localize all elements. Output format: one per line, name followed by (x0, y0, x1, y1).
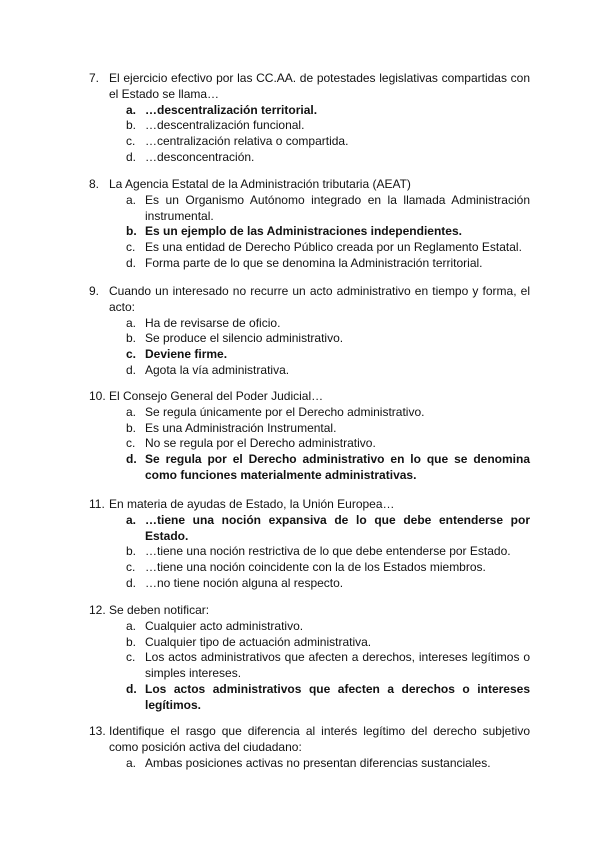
option-text: Cualquier acto administrativo. (145, 618, 304, 633)
question-10 (89, 389, 530, 484)
options-list (89, 316, 530, 379)
question-text: Cuando un interesado no recurre un acto administrativo en tiempo y forma, el acto: (109, 284, 530, 314)
option-d (89, 452, 530, 484)
option-c (89, 134, 530, 150)
option-b (89, 421, 530, 437)
option-a (89, 619, 530, 635)
option-letter: c. (126, 134, 136, 149)
option-letter: c. (126, 240, 136, 255)
option-letter: c. (126, 347, 137, 362)
option-text: Ha de revisarse de oficio. (145, 315, 281, 330)
question-number: 7. (89, 71, 100, 85)
option-b (89, 544, 530, 560)
option-letter: c. (126, 436, 136, 451)
option-text: Es una Administración Instrumental. (145, 420, 337, 435)
option-b (89, 224, 530, 240)
option-text: …desconcentración. (145, 149, 255, 164)
question-text: El Consejo General del Poder Judicial… (109, 389, 324, 403)
option-c (89, 560, 530, 576)
option-text: …tiene una noción coincidente con la de los Estados miembros. (145, 560, 486, 575)
option-text: Cualquier tipo de actuación administrativa. (145, 634, 372, 649)
option-letter: c. (126, 560, 136, 575)
question-number: 11. (89, 497, 105, 511)
options-list (89, 405, 530, 484)
question-number: 13. (89, 724, 106, 738)
question-7 (89, 71, 530, 166)
option-a (89, 756, 530, 772)
option-letter: b. (126, 420, 137, 435)
question-11 (89, 497, 530, 592)
options-list (89, 103, 530, 166)
option-a (89, 193, 530, 225)
option-text: …descentralización funcional. (145, 118, 305, 133)
option-text: Agota la vía administrativa. (145, 362, 290, 377)
option-d (89, 256, 530, 272)
option-letter: a. (126, 618, 137, 633)
options-list (89, 513, 530, 592)
option-text: Se regula únicamente por el Derecho administrativo. (145, 404, 425, 419)
options-list (89, 619, 530, 714)
option-text: …descentralización territorial. (145, 102, 318, 117)
option-letter: d. (126, 362, 137, 377)
option-letter: d. (126, 149, 137, 164)
option-letter: a. (126, 102, 137, 117)
option-b (89, 635, 530, 651)
option-text: …tiene una noción expansiva de lo que debe entenderse por Estado. (145, 512, 530, 543)
option-a (89, 103, 530, 119)
option-text: Es un ejemplo de las Administraciones independientes. (145, 224, 462, 239)
question-8 (89, 177, 530, 272)
option-text: Los actos administrativos que afecten a derechos, intereses legítimos o simples intereses. (145, 650, 530, 681)
option-text: Es un Organismo Autónomo integrado en la llamada Administración instrumental. (145, 192, 530, 223)
option-text: …tiene una noción restrictiva de lo que debe entenderse por Estado. (145, 544, 511, 559)
option-text: Se regula por el Derecho administrativo en lo que se denomina como funciones materialmente administrativas. (145, 452, 530, 482)
option-letter: a. (126, 192, 137, 207)
option-c (89, 650, 530, 682)
option-letter: d. (126, 452, 137, 467)
option-d (89, 150, 530, 166)
option-letter: d. (126, 255, 137, 270)
option-text: Deviene firme. (145, 347, 228, 362)
option-letter: a. (126, 512, 137, 527)
question-13 (89, 724, 530, 771)
question-text: La Agencia Estatal de la Administración tributaria (AEAT) (109, 177, 411, 191)
option-d (89, 682, 530, 714)
option-d (89, 363, 530, 379)
option-a (89, 316, 530, 332)
question-text: En materia de ayudas de Estado, la Unión Europea… (109, 497, 395, 511)
option-c (89, 436, 530, 452)
question-text: El ejercicio efectivo por las CC.AA. de potestades legislativas compartidas con el Estado se llama… (109, 71, 530, 101)
option-text: Los actos administrativos que afecten a derechos o intereses legítimos. (145, 681, 530, 712)
option-a (89, 513, 530, 545)
option-letter: d. (126, 575, 137, 590)
option-text: Ambas posiciones activas no presentan diferencias sustanciales. (145, 755, 491, 770)
option-c (89, 347, 530, 363)
option-text: …no tiene noción alguna al respecto. (145, 575, 344, 590)
option-letter: a. (126, 755, 137, 770)
option-d (89, 576, 530, 592)
option-letter: b. (126, 544, 137, 559)
question-number: 8. (89, 177, 100, 191)
question-9 (89, 284, 530, 379)
question-number: 10. (89, 389, 106, 403)
option-letter: d. (126, 681, 137, 696)
question-number: 9. (89, 284, 100, 298)
option-letter: b. (126, 118, 137, 133)
options-list (89, 756, 530, 772)
option-letter: a. (126, 404, 137, 419)
option-letter: b. (126, 634, 137, 649)
option-b (89, 331, 530, 347)
options-list (89, 193, 530, 272)
option-text: No se regula por el Derecho administrativo. (145, 436, 376, 451)
option-b (89, 118, 530, 134)
option-text: Forma parte de lo que se denomina la Administración territorial. (145, 255, 483, 270)
option-c (89, 240, 530, 256)
option-text: …centralización relativa o compartida. (145, 134, 349, 149)
option-letter: b. (126, 224, 137, 239)
option-letter: c. (126, 650, 136, 665)
option-letter: b. (126, 331, 137, 346)
option-text: Es una entidad de Derecho Público creada por un Reglamento Estatal. (145, 240, 522, 255)
option-text: Se produce el silencio administrativo. (145, 331, 344, 346)
question-12 (89, 603, 530, 714)
option-letter: a. (126, 315, 137, 330)
question-number: 12. (89, 603, 106, 617)
question-text: Identifique el rasgo que diferencia al interés legítimo del derecho subjetivo como posición activa del ciudadano: (109, 724, 530, 754)
option-a (89, 405, 530, 421)
question-text: Se deben notificar: (109, 603, 210, 617)
